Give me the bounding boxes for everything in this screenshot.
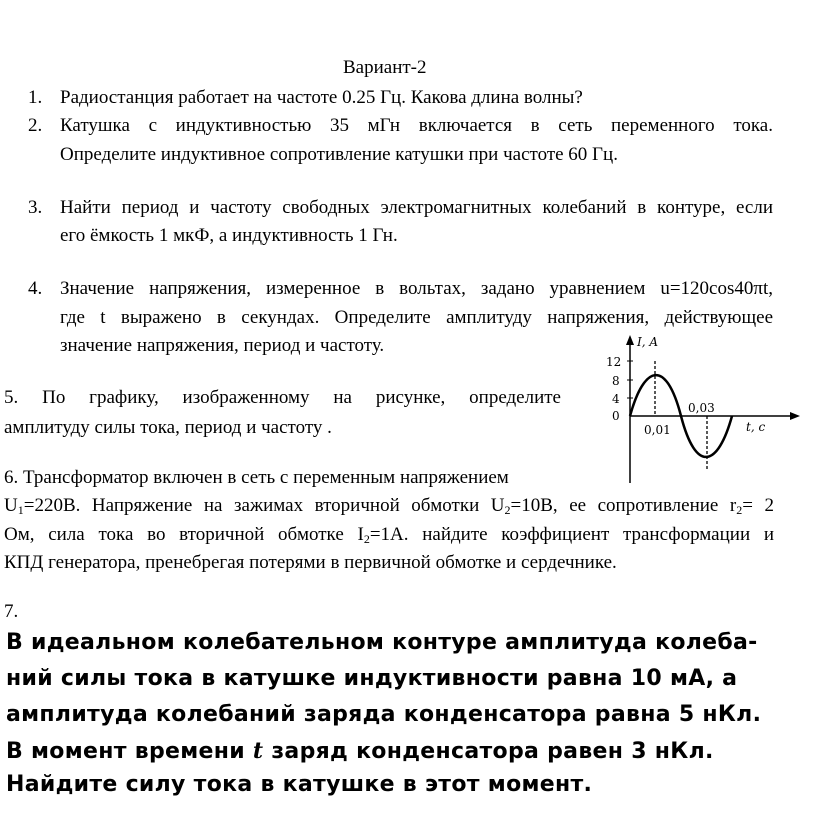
q5-line2: амплитуду силы тока, период и частоту . xyxy=(4,417,332,438)
x-axis-label: t, c xyxy=(746,420,766,434)
q3-number: 3. xyxy=(28,197,43,218)
q7-line1: В идеальном колебательном контуре амплитуда колеба- xyxy=(6,630,758,655)
y-tick-label-12: 12 xyxy=(606,355,622,369)
current-graph xyxy=(600,335,800,485)
q6-line3: Ом, сила тока во вторичной обмотке $I_2=1А$. найдите коэффициент трансформации и xyxy=(4,524,775,546)
y-tick-label-8: 8 xyxy=(612,374,620,388)
q6-line1: 6. Трансформатор включен в сеть с переменным напряжением xyxy=(4,467,509,488)
y-tick-label-4: 4 xyxy=(612,392,620,406)
q2-line2: Определите индуктивное сопротивление катушки при частоте 60 Гц. xyxy=(60,144,618,165)
x-axis-arrow-icon xyxy=(790,412,800,420)
y-axis-arrow-icon xyxy=(626,335,634,345)
variant-title: Вариант-2 xyxy=(343,57,427,78)
q7-line4: В момент времени t заряд конденсатора равен 3 нКл. xyxy=(6,738,714,764)
q6-line4: КПД генератора, пренебрегая потерями в первичной обмотке и сердечнике. xyxy=(4,552,617,573)
q2-number: 2. xyxy=(28,115,43,136)
q3-line2: его ёмкость 1 мкФ, а индуктивность 1 Гн. xyxy=(60,225,398,246)
q4-line3: значение напряжения, период и частоту. xyxy=(60,335,385,356)
q7-line3: амплитуда колебаний заряда конденсатора равна 5 нКл. xyxy=(6,702,762,727)
q1-text: Радиостанция работает на частоте 0.25 Гц. Какова длина волны? xyxy=(60,87,583,108)
q7-number: 7. xyxy=(4,601,19,622)
y-tick-label-0: 0 xyxy=(612,409,620,423)
x-tick-label-003: 0,03 xyxy=(688,401,715,415)
q1-number: 1. xyxy=(28,87,43,108)
q4-line2: где t выражено в секундах. Определите амплитуду напряжения, действующее xyxy=(60,307,773,328)
q5-line1: 5. По графику, изображенному на рисунке, определите xyxy=(4,387,561,408)
q3-line1: Найти период и частоту свободных электромагнитных колебаний в контуре, если xyxy=(60,197,773,218)
x-tick-label-001: 0,01 xyxy=(644,423,671,437)
q4-number: 4. xyxy=(28,278,43,299)
q7-line5: Найдите силу тока в катушке в этот момент. xyxy=(6,772,593,797)
q7-line2: ний силы тока в катушке индуктивности равна 10 мА, а xyxy=(6,666,738,691)
q2-line1: Катушка с индуктивностью 35 мГн включается в сеть переменного тока. xyxy=(60,115,773,136)
q6-line2: $U_1=220В$. Напряжение на зажимах вторичной обмотки $U_2=10В$, ее сопротивление $r_2= 2$ xyxy=(4,495,774,517)
y-axis-label: I, A xyxy=(637,335,659,349)
q4-line1: Значение напряжения, измеренное в вольтах, задано уравнением u=120cos40πt, xyxy=(60,278,773,299)
